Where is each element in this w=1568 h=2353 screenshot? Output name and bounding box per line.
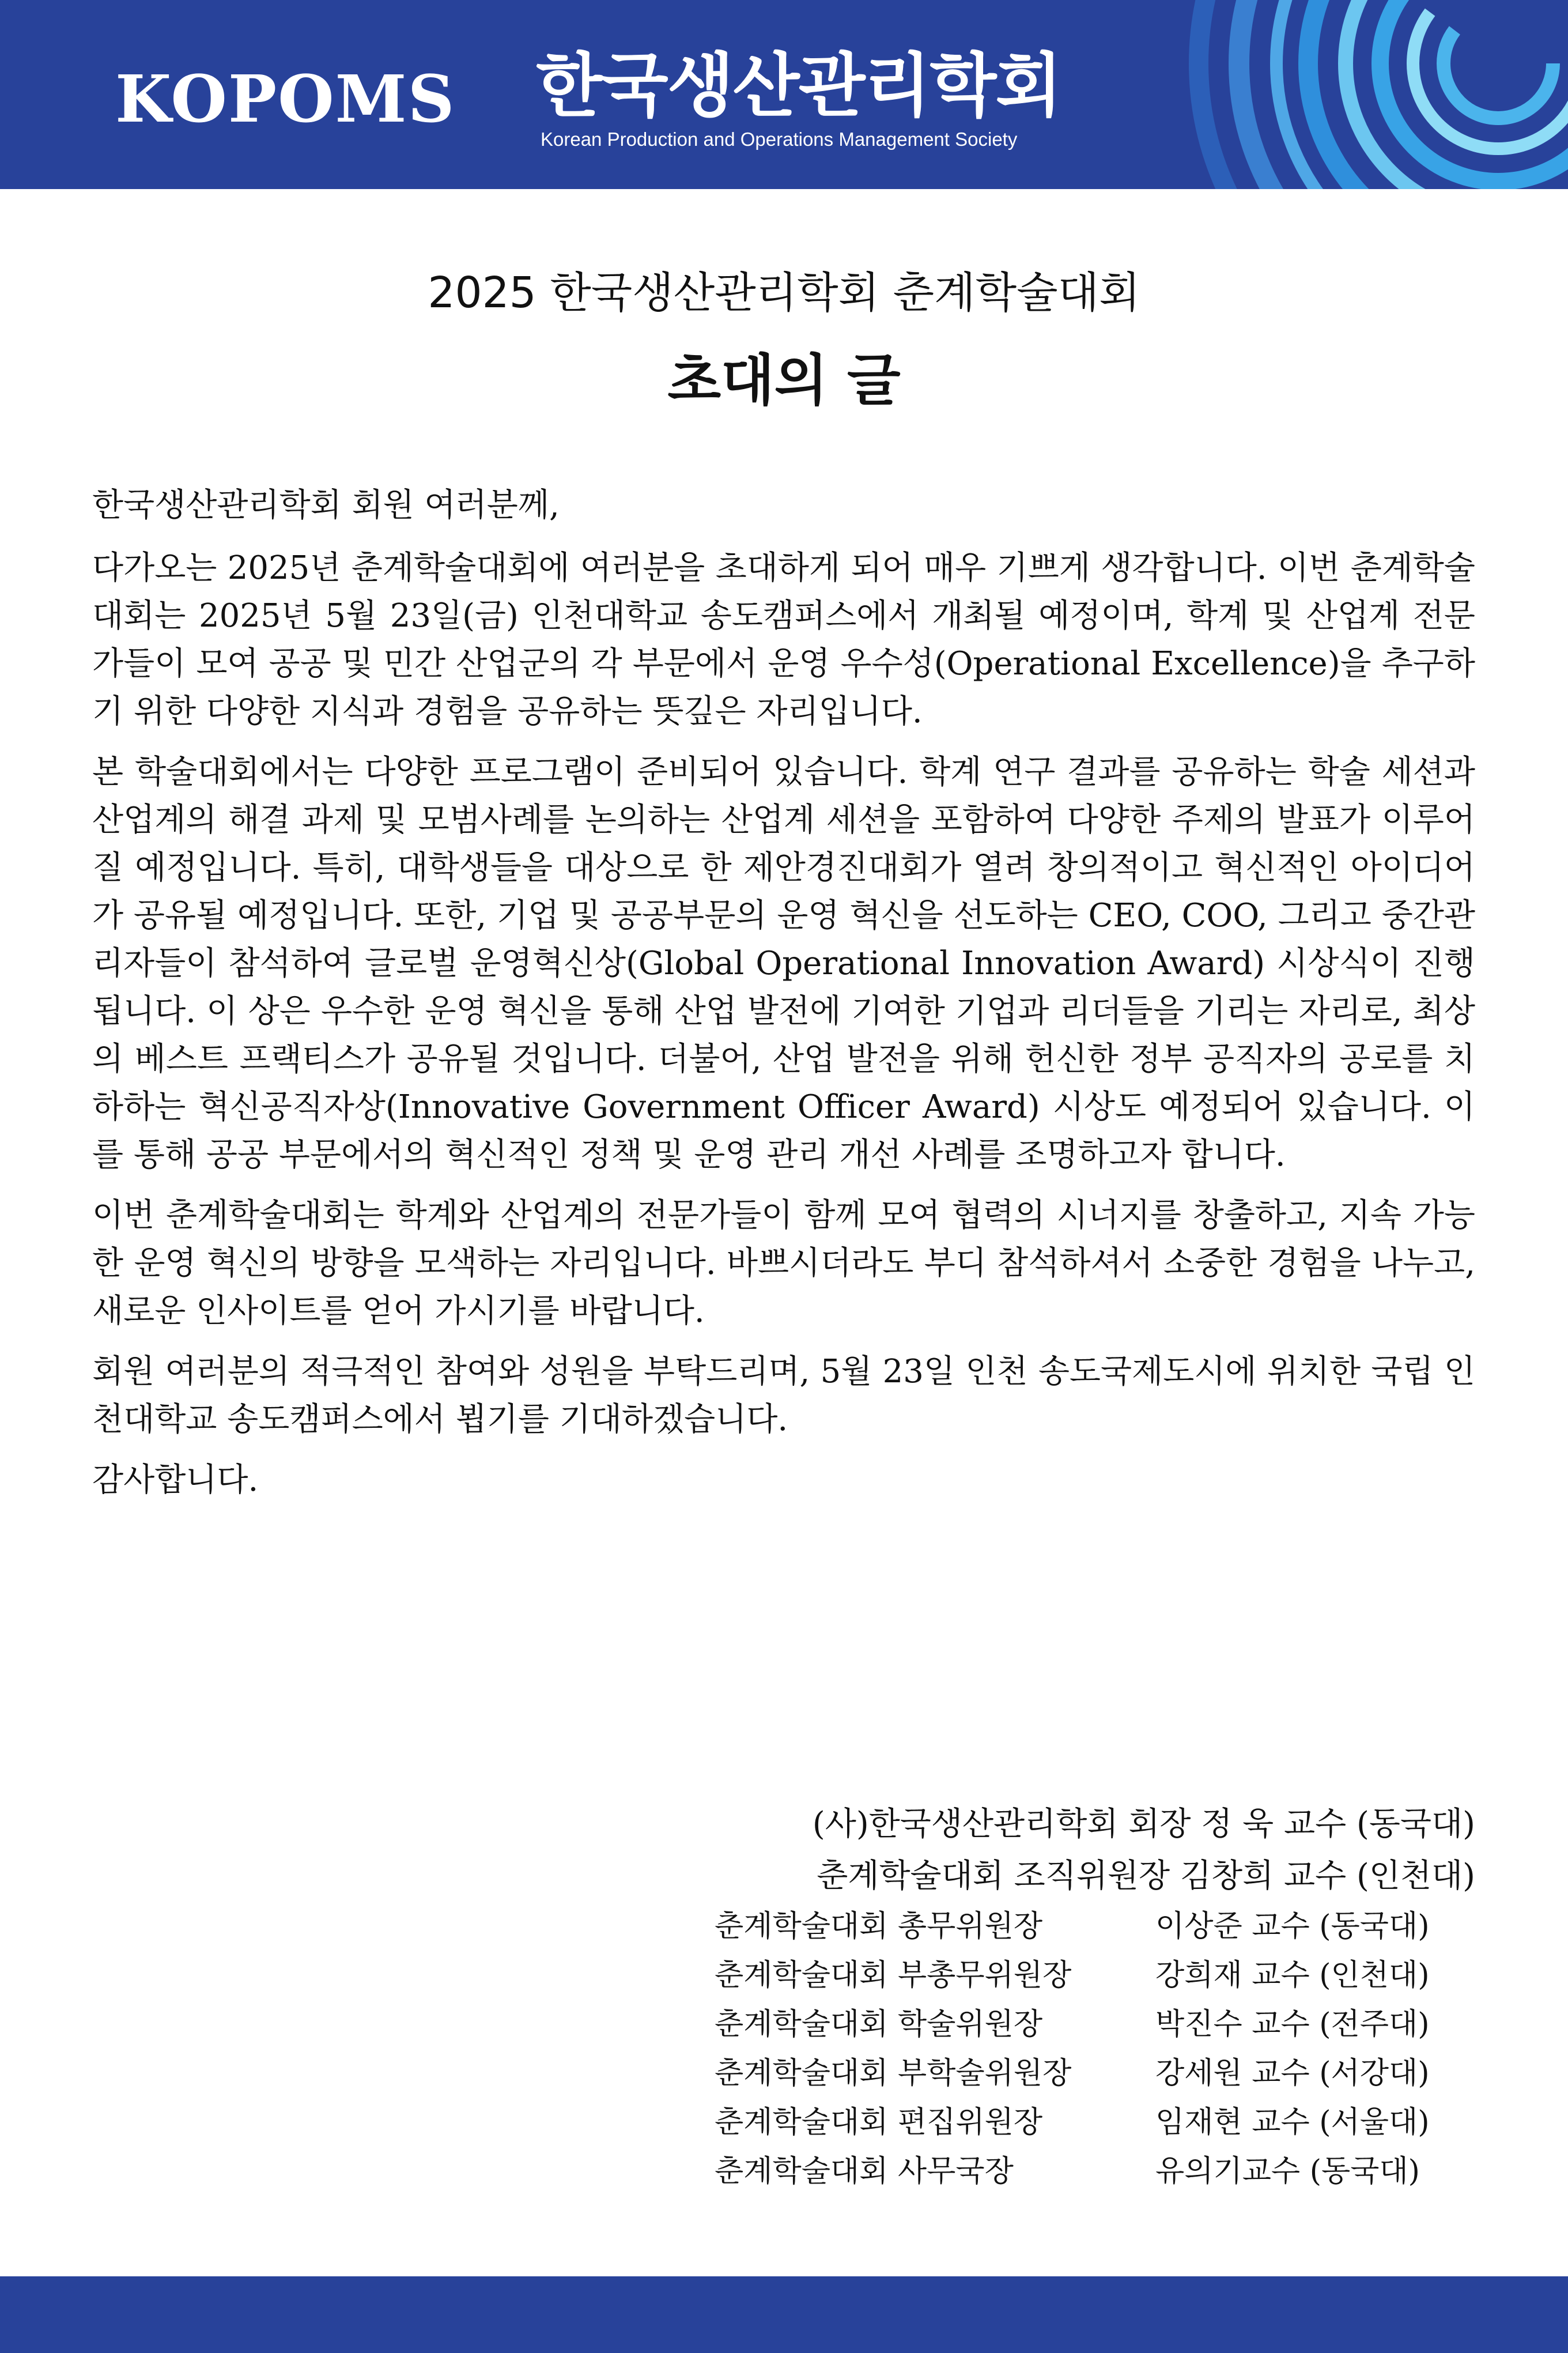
arc-ring-2 <box>1239 0 1568 189</box>
committee-row <box>715 2147 1475 2196</box>
society-name-english: Korean Production and Operations Management Society <box>541 129 1018 150</box>
committee-row <box>715 1902 1475 1951</box>
document-title: 초대의 글 <box>667 348 901 413</box>
paragraph-intro: 다가오는 2025년 춘계학술대회에 여러분을 초대하게 되어 매우 기쁘게 생각합니다. 이번 춘계학술대회는 2025년 5월 23일(금) 인천대학교 송도캠퍼스에서 개최될 예정이며, 학계 및 산업계 전문가들이 모여 공공 및 민간 산업군의 각 부문에서 운영 우수성(Operational Excellence)을 추구하기 위한 다양한 지식과 경험을 공유하는 뜻깊은 자리입니다. <box>92 549 1475 730</box>
committee-role: 춘계학술대회 총무위원장 <box>715 1909 1043 1944</box>
committee-person: 강세원 교수 (서강대) <box>1155 2056 1430 2091</box>
society-name-korean: 한국생산관리학회 <box>536 46 1061 126</box>
closing-line: 감사합니다. <box>92 1461 259 1499</box>
paragraph-purpose: 이번 춘계학술대회는 학계와 산업계의 전문가들이 함께 모여 협력의 시너지를 창출하고, 지속 가능한 운영 혁신의 방향을 모색하는 자리입니다. 바쁘시더라도 부디 참석하셔서 소중한 경험을 나누고, 새로운 인사이트를 얻어 가시기를 바랍니다. <box>92 1197 1475 1330</box>
footer-banner <box>0 2276 1568 2353</box>
greeting: 한국생산관리학회 회원 여러분께, <box>92 487 560 524</box>
committee-person: 박진수 교수 (전주대) <box>1155 2007 1430 2042</box>
arc-ring-8 <box>1444 9 1553 118</box>
committee-row <box>715 2049 1475 2098</box>
committee-person: 임재현 교수 (서울대) <box>1155 2105 1430 2140</box>
concentric-arcs-graphic <box>1095 0 1568 189</box>
committee-role: 춘계학술대회 사무국장 <box>715 2154 1014 2189</box>
signature-organizing-chair: 춘계학술대회 조직위원장 김창희 교수 (인천대) <box>817 1857 1475 1895</box>
kopoms-logo: KOPOMS <box>115 62 456 137</box>
signature-president: (사)한국생산관리학회 회장 정 욱 교수 (동국대) <box>812 1805 1475 1843</box>
paragraph-program: 본 학술대회에서는 다양한 프로그램이 준비되어 있습니다. 학계 연구 결과를 공유하는 학술 세션과 산업계의 해결 과제 및 모범사례를 논의하는 산업계 세션을 포함하여 다양한 주제의 발표가 이루어질 예정입니다. 특히, 대학생들을 대상으로 한 제안경진대회가 열려 창의적이고 혁신적인 아이디어가 공유될 예정입니다. 또한, 기업 및 공공부문의 운영 혁신을 선도하는 CEO, COO, 그리고 중간관리자들이 참석하여 글로벌 운영혁신상(Global Operational Innovation Award) 시상식이 진행됩니다. 이 상은 우수한 운영 혁신을 통해 산업 발전에 기여한 기업과 리더들을 기리는 자리로, 최상의 베스트 프랙티스가 공유될 것입니다. 더불어, 산업 발전을 위해 헌신한 정부 공직자의 공로를 치하하는 혁신공직자상(Innovative Government Officer Award) 시상도 예정되어 있습니다. 이를 통해 공공 부문에서의 혁신적인 정책 및 운영 관리 개선 사례를 조명하고자 합니다. <box>92 753 1475 1174</box>
committee-row <box>715 1951 1475 2000</box>
committee-role: 춘계학술대회 학술위원장 <box>715 2007 1043 2042</box>
committee-person: 유의기교수 (동국대) <box>1155 2154 1420 2189</box>
committee-row <box>715 2000 1475 2049</box>
committee-person: 강희재 교수 (인천대) <box>1155 1958 1430 1993</box>
committee-row <box>715 2098 1475 2147</box>
letter-body <box>92 481 1475 1517</box>
paragraph-request: 회원 여러분의 적극적인 참여와 성원을 부탁드리며, 5월 23일 인천 송도국제도시에 위치한 국립 인천대학교 송도캠퍼스에서 뵙기를 기대하겠습니다. <box>92 1353 1475 1438</box>
committee-role: 춘계학술대회 편집위원장 <box>715 2105 1043 2140</box>
signature-block <box>657 1798 1475 2196</box>
committee-role: 춘계학술대회 부총무위원장 <box>715 1958 1072 1993</box>
committee-person: 이상준 교수 (동국대) <box>1155 1909 1430 1944</box>
header-banner <box>0 0 1568 189</box>
committee-role: 춘계학술대회 부학술위원장 <box>715 2056 1072 2091</box>
event-title: 2025 한국생산관리학회 춘계학술대회 <box>428 268 1140 318</box>
arc-ring-7 <box>1413 0 1568 149</box>
